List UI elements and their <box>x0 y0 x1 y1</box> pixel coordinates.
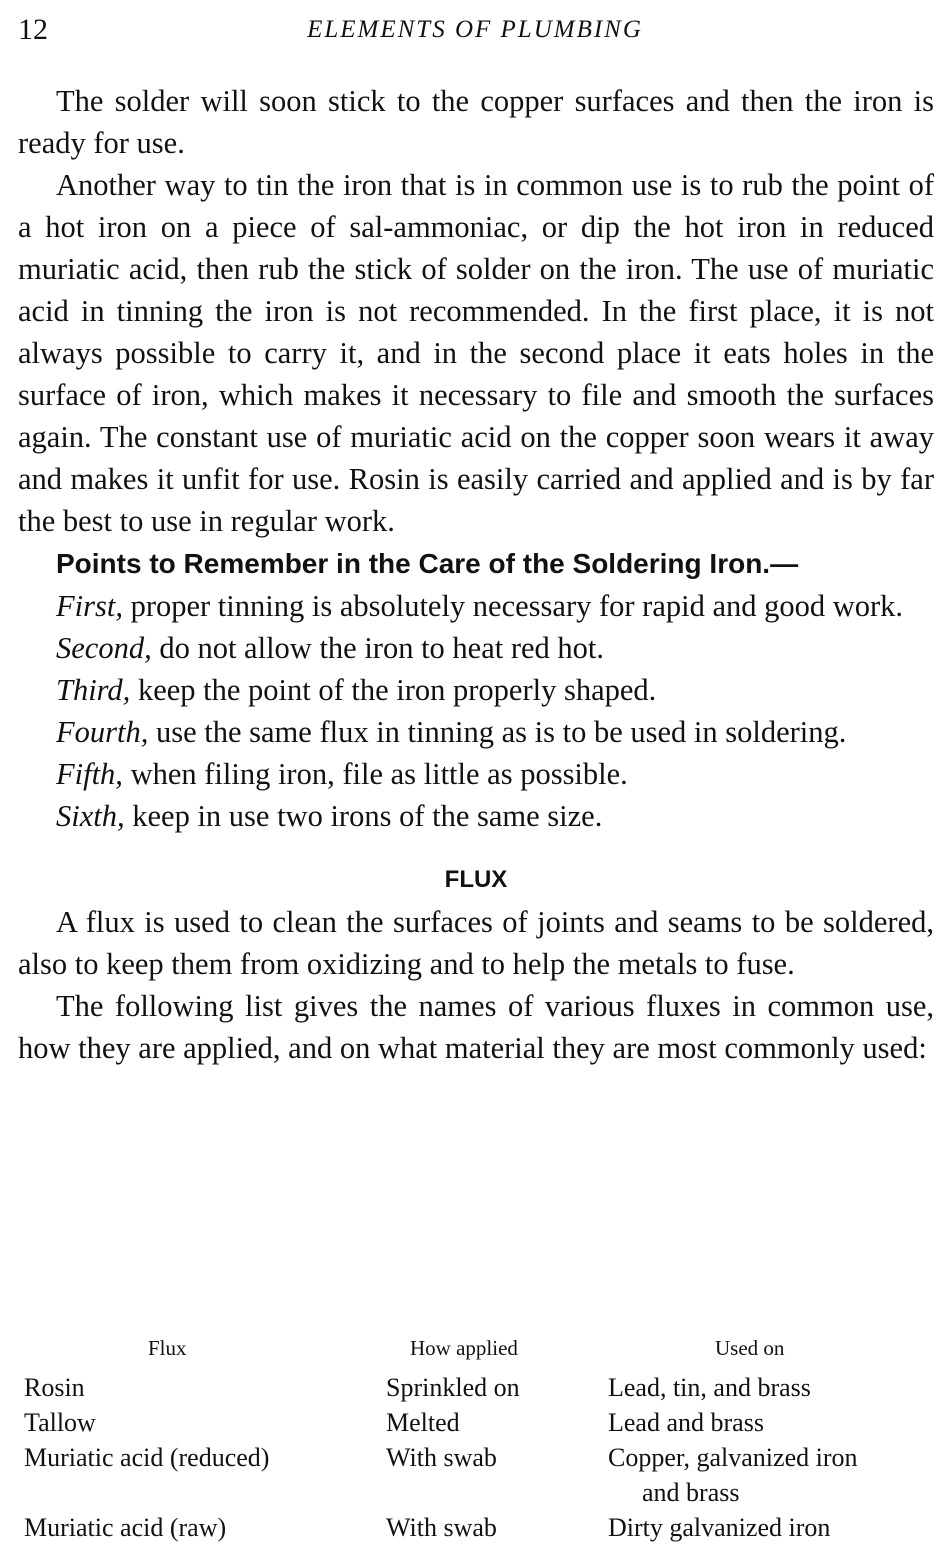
point-item-second <box>18 627 934 669</box>
flux-name: Rosin <box>24 1373 85 1402</box>
used-on <box>608 1510 934 1545</box>
how-applied: With swab <box>386 1443 497 1472</box>
point-ordinal: Sixth, <box>56 799 125 833</box>
point-text: proper tinning is absolutely necessary for rapid and good work. <box>122 589 904 623</box>
point-ordinal: Fourth, <box>56 715 149 749</box>
point-text: keep the point of the iron properly shaped. <box>130 673 657 707</box>
point-text: use the same flux in tinning as is to be used in soldering. <box>148 715 847 749</box>
paragraph-flux-list-intro: The following list gives the names of various fluxes in common use, how they are applied, and on what material they are most commonly used: <box>18 989 934 1065</box>
paragraph-flux-purpose: A flux is used to clean the surfaces of joints and seams to be soldered, also to keep them from oxidizing and to help the metals to fuse. <box>18 905 934 981</box>
flux-table-header <box>18 1336 934 1370</box>
point-text: do not allow the iron to heat red hot. <box>151 631 605 665</box>
flux-name: Muriatic acid (reduced) <box>24 1443 270 1472</box>
how-applied: With swab <box>386 1513 497 1542</box>
table-row <box>18 1440 934 1510</box>
column-header-how-applied: How applied <box>410 1336 518 1360</box>
table-row <box>18 1510 934 1545</box>
point-item-third <box>18 669 934 711</box>
used-on-text: Lead, tin, and brass <box>608 1373 811 1402</box>
point-ordinal: Third, <box>56 673 131 707</box>
used-on <box>608 1370 934 1405</box>
page-number: 12 <box>18 13 48 46</box>
point-text: keep in use two irons of the same size. <box>124 799 603 833</box>
point-item-first <box>18 585 934 627</box>
point-ordinal: Second, <box>56 631 152 665</box>
point-ordinal: First, <box>56 589 123 623</box>
page-body <box>18 80 934 1069</box>
point-item-sixth <box>18 795 934 837</box>
used-on-text: Copper, galvanized iron <box>608 1443 858 1472</box>
table-row <box>18 1370 934 1405</box>
used-on <box>608 1440 934 1510</box>
page-header <box>18 10 932 50</box>
used-on <box>608 1405 934 1440</box>
point-ordinal: Fifth, <box>56 757 123 791</box>
paragraph-solder-stick: The solder will soon stick to the copper surfaces and then the iron is ready for use. <box>18 84 934 160</box>
used-on-text: Lead and brass <box>608 1408 764 1437</box>
column-header-flux: Flux <box>148 1336 187 1360</box>
column-header-used-on: Used on <box>715 1336 785 1360</box>
flux-name: Muriatic acid (raw) <box>24 1513 227 1542</box>
point-item-fourth <box>18 711 934 753</box>
flux-name: Tallow <box>24 1408 96 1437</box>
points-heading-paragraph <box>18 542 934 585</box>
point-item-fifth <box>18 753 934 795</box>
used-on-continuation: and brass <box>642 1478 740 1507</box>
running-head: ELEMENTS OF PLUMBING <box>307 16 643 43</box>
points-heading: Points to Remember in the Care of the Soldering Iron.— <box>56 548 799 579</box>
paragraph-tinning-method: Another way to tin the iron that is in common use is to rub the point of a hot iron on a piece of sal-ammoniac, or dip the hot iron in reduced muriatic acid, then rub the stick of solder on the iron. The use of muriatic acid in tinning the iron is not recommended. In the first place, it is not always possible to carry it, and in the second place it eats holes in the surface of iron, which makes it necessary to file and smooth the surfaces again. The constant use of muriatic acid on the copper soon wears it away and makes it unfit for use. Rosin is easily carried and applied and is by far the best to use in regular work. <box>18 168 934 538</box>
how-applied: Melted <box>386 1408 460 1437</box>
point-text: when filing iron, file as little as possible. <box>122 757 628 791</box>
flux-table <box>18 1336 934 1545</box>
flux-heading: FLUX <box>444 866 508 893</box>
table-row <box>18 1405 934 1440</box>
used-on-text: Dirty galvanized iron <box>608 1513 831 1542</box>
how-applied: Sprinkled on <box>386 1373 520 1402</box>
